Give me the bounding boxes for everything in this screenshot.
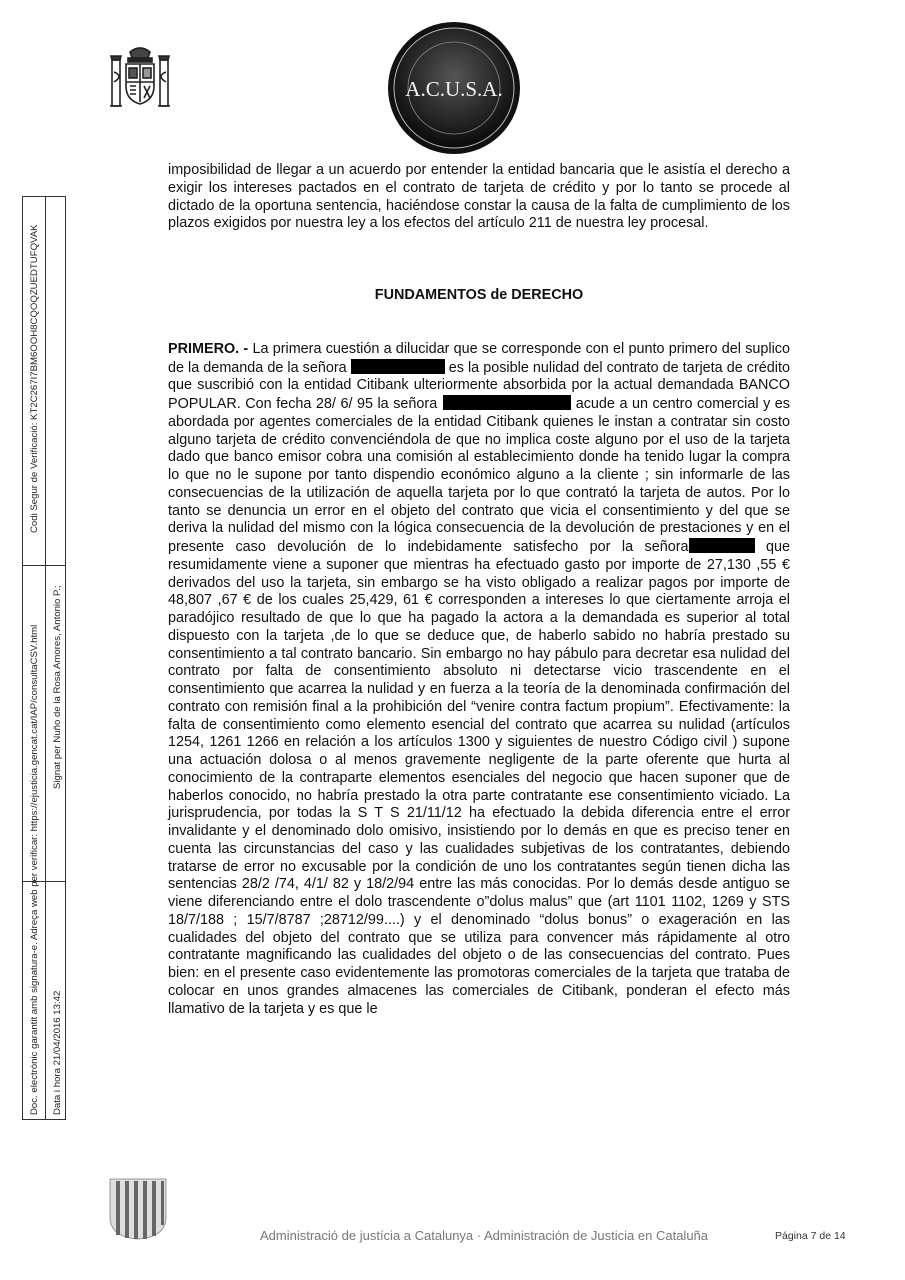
primero-text-1: La primera cuestión a dilucidar que se corresponde con el punto primero del suplico de la demanda de la señora xyxy=(168,340,791,376)
primero-text-2: es la posible nulidad del contrato de tarjeta de crédito que suscribió con la entidad Citibank ulteriormente absorbida por la actual demandada BANCO POPULAR. Con fecha 28/ 6/ 95 la señora xyxy=(168,359,790,412)
section-heading: FUNDAMENTOS de DERECHO xyxy=(374,287,584,303)
sidebar-divider-vertical xyxy=(45,197,46,1119)
primero-label: PRIMERO. - xyxy=(168,340,249,357)
sidebar-csv-code: Codi Segur de Verificació: KT2C267I7BM6OOH8CQOQZUEDTUFQVAK xyxy=(29,224,40,533)
acusa-seal-logo xyxy=(386,20,522,156)
sidebar-divider-top xyxy=(23,565,65,566)
document-body xyxy=(168,162,790,1018)
primero-paragraph xyxy=(168,341,790,1019)
redacted-name-3 xyxy=(689,538,755,553)
redacted-name-2 xyxy=(443,395,571,410)
sidebar-signed-by: Signat per Nuño de la Rosa Amores, Antonio P.; xyxy=(52,585,63,789)
spain-coat-of-arms-logo xyxy=(108,42,172,114)
sidebar-verification-url: Doc. electrònic garantit amb signatura-e. Adreça web per verificar: https://ejusticia.gencat.cat/IAP/consultaCSV.html xyxy=(29,624,40,1115)
page-number: Página 7 de 14 xyxy=(775,1230,846,1242)
primero-text-3: acude a un centro comercial y es abordada por agentes comerciales de la entidad Citibank quienes le instan a contratar sin costo alguno tarjeta de crédito convenciéndola de que no implica coste alguno por el uso de la tarjeta dado que banco emisor cobra una comisión al establecimiento donde ha tenido lugar la compra lo que no le supone por tanto dispendio económico alguno a la cliente ; sin informarle de las consecuencias de la utilización de aquella tarjeta por lo que contrató la tarjeta de autos. Por lo tanto se denuncia un error en el objeto del contrato que vicia el consentimiento y del que se deriva la nulidad del mismo con la lógica consecuencia de la devolución de prestaciones y en el presente caso devolución de lo indebidamente satisfecho por la señora xyxy=(168,396,790,555)
sidebar-date-time: Data i hora 21/04/2016 13:42 xyxy=(52,990,63,1115)
acusa-seal-text: A.C.U.S.A. xyxy=(405,77,503,101)
verification-sidebar xyxy=(22,196,66,1120)
generalitat-logo xyxy=(108,1177,168,1241)
footer-institution-text: Administració de justícia a Catalunya · Administración de Justicia en Cataluña xyxy=(260,1228,709,1243)
primero-text-4: que resumidamente viene a suponer que mientras ha efectuado gasto por importe de 27,130 ,55 € derivados del uso la tarjeta, sin embargo se ha visto obligado a realizar pagos por importe de 48,807 ,67 € de los cuales 25,429, 61 € corresponden a intereses lo que ciertamente arroja el paradójico resultado de que lo que ha pagado la actora a la demandada es superior al total dispuesto con la tarjeta ,de lo que se deduce que, de haberlo sabido no habría prestado su consentimiento a tal contrato bancario. Sin embargo no hay pábulo para decretar esa nulidad del contrato por falta de consentimiento absoluto ni detectarse vicio trascendente en el consentimiento que acarrea la nulidad y en fuerza a la teoría de la denominada confirmación del contrato con remisión final a la prohibición del “venire contra factum propium”. Efectivamente: la falta de consentimiento como elemento esencial del contrato que acarrea su nulidad (artículos 1254, 1261 1266 en relación a los artículos 1300 y siguientes de nuestro Código civil ) supone una actuación dolosa o al menos gravemente negligente de la parte oferente que hurta al conocimiento de la contraparte elementos esenciales del negocio que hacen suponer que de haberlos conocido, no habría prestado la otra parte contratante ese consentimiento viciado. La jurisprudencia, por todas la S T S 21/11/12 ha efectuado la debida diferencia entre el error invalidante y el denominado dolo omisivo, insistiendo por lo demás en que es preciso tener en cuenta las circunstancias del caso y las cualidades subjetivas de los contratantes, debiendo tratarse de error no excusable por la condición de uno los contratantes según tienen dicha las sentencias 28/2 /74, 4/1/ 82 y 18/2/94 entre las más conocidas. Por lo demás desde antiguo se viene diferenciando entre el dolo trascendente o”dolus malus” que (art 1101 1102, 1269 y STS 18/7/188 ; 15/7/8787 ;28712/99....) y el denominado “dolus bonus” o exageración en las cualidades del objeto del contrato que se utiliza para convencer más rápidamente al otro contratante magnificando las cualidades del objeto o de las consecuencias del contrato. Pues bien: en el presente caso evidentemente las promotoras comerciales de la tarjeta que trataba de colocar en unos grandes almacenes las comerciales de Citibank, ponderan el efecto más llamativo de la tarjeta y es que le xyxy=(168,539,790,1017)
redacted-name-1 xyxy=(351,359,445,374)
intro-paragraph: imposibilidad de llegar a un acuerdo por entender la entidad bancaria que le asistía el derecho a exigir los intereses pactados en el contrato de tarjeta de crédito y por lo tanto se procede al dictado de la oportuna sentencia, haciéndose constar la causa de la falta de cumplimiento de los plazos exigidos por nuestra ley a los efectos del artículo 211 de nuestra ley procesal. xyxy=(168,162,790,232)
